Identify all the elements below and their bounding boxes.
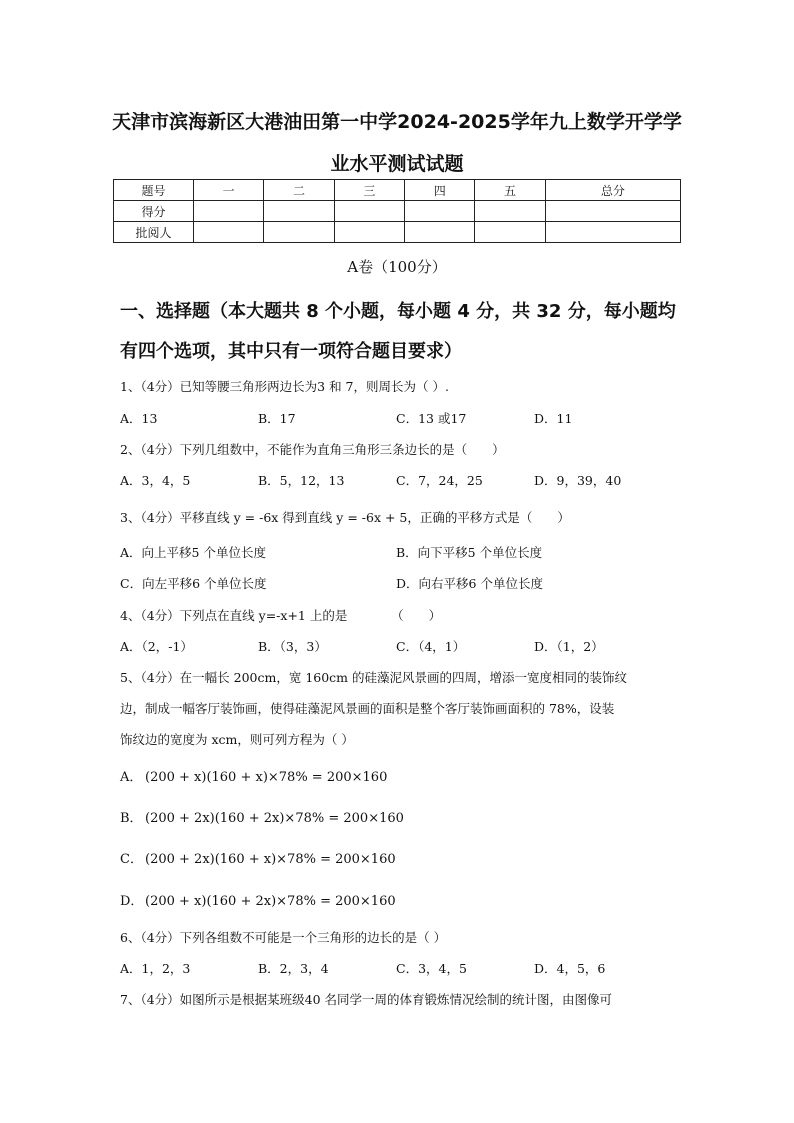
score-cell: [334, 201, 404, 222]
question-5-option-b: [120, 807, 404, 826]
question-5-stem-line3: 饰纹边的宽度为 xcm，则可列方程为（ ）: [120, 732, 354, 747]
volume-label: A卷（100分）: [347, 258, 447, 276]
question-1-option-c: C．13 或17: [396, 411, 467, 426]
score-cell: [194, 222, 264, 243]
option-label: B．: [120, 811, 143, 826]
question-5-option-d: [120, 890, 396, 909]
score-table: [113, 179, 681, 243]
question-4-stem: 4、（4分）下列点在直线 y=-x+1 上的是 （ ）: [120, 608, 442, 623]
score-table-header-cell: 二: [264, 180, 334, 201]
section-heading-line1: 一、选择题（本大题共 8 个小题，每小题 4 分，共 32 分，每小题均: [120, 301, 676, 322]
question-4-option-b: B．（3，3）: [258, 639, 327, 654]
question-6-option-c: C．3，4，5: [396, 961, 467, 976]
score-table-header-cell: 三: [334, 180, 404, 201]
score-cell: [545, 222, 680, 243]
question-6-option-d: D．4，5，6: [534, 961, 606, 976]
equation: (200 + 2x)(160 + x)×78% = 200×160: [145, 852, 396, 867]
question-4-option-c: C．（4，1）: [396, 639, 466, 654]
score-cell: [475, 201, 545, 222]
score-row-label: 得分: [114, 201, 194, 222]
question-2-option-b: B．5，12，13: [258, 473, 345, 488]
question-2-option-d: D．9，39，40: [534, 473, 622, 488]
question-4-option-a: A．（2，-1）: [120, 639, 193, 654]
question-3-option-c: C．向左平移6 个单位长度: [120, 576, 267, 591]
score-table-header-row: [114, 180, 681, 201]
equation: (200 + 2x)(160 + 2x)×78% = 200×160: [145, 811, 404, 826]
section-heading-line2: 有四个选项，其中只有一项符合题目要求）: [120, 341, 462, 362]
score-table-header-cell: 总分: [545, 180, 680, 201]
score-cell: [545, 201, 680, 222]
question-3-option-d: D．向右平移6 个单位长度: [396, 576, 543, 591]
question-1-option-a: A．13: [120, 411, 158, 426]
question-5-stem-line1: 5、（4分）在一幅长 200cm，宽 160cm 的硅藻泥风景画的四周，增添一宽度相同的装饰纹: [120, 670, 628, 685]
question-2-option-a: A．3，4，5: [120, 473, 191, 488]
question-1-option-d: D．11: [534, 411, 573, 426]
score-table-header-cell: 一: [194, 180, 264, 201]
question-7-stem: 7、（4分）如图所示是根据某班级40 名同学一周的体育锻炼情况绘制的统计图，由图像可: [120, 992, 613, 1007]
question-1-stem: 1、（4分）已知等腰三角形两边长为3 和 7，则周长为（ ）.: [120, 379, 449, 394]
question-3-option-b: B．向下平移5 个单位长度: [396, 545, 543, 560]
question-6-option-b: B．2，3，4: [258, 961, 329, 976]
question-2-option-c: C．7，24，25: [396, 473, 483, 488]
question-6-stem: 6、（4分）下列各组数不可能是一个三角形的边长的是（ ）: [120, 930, 447, 945]
score-row-label: 批阅人: [114, 222, 194, 243]
question-5-option-c: [120, 848, 396, 867]
exam-title-line1: 天津市滨海新区大港油田第一中学2024-2025学年九上数学开学学: [112, 111, 682, 133]
score-cell: [334, 222, 404, 243]
score-table-header-cell: 四: [405, 180, 475, 201]
option-label: D．: [120, 894, 144, 909]
score-cell: [405, 201, 475, 222]
question-3-stem: 3、（4分）平移直线 y = -6x 得到直线 y = -6x + 5，正确的平移方式是（ ）: [120, 510, 570, 525]
score-table-header-cell: 五: [475, 180, 545, 201]
score-table-row: [114, 201, 681, 222]
question-5-stem-line2: 边，制成一幅客厅装饰画，使得硅藻泥风景画的面积是整个客厅装饰画面积的 78%，设装: [120, 701, 615, 716]
option-label: C．: [120, 852, 143, 867]
question-2-stem: 2、（4分）下列几组数中，不能作为直角三角形三条边长的是（ ）: [120, 442, 505, 457]
question-4-option-d: D．（1，2）: [534, 639, 604, 654]
option-label: A．: [120, 770, 143, 785]
equation: (200 + x)(160 + 2x)×78% = 200×160: [145, 894, 396, 909]
score-cell: [475, 222, 545, 243]
equation: (200 + x)(160 + x)×78% = 200×160: [145, 770, 388, 785]
question-6-option-a: A．1，2，3: [120, 961, 191, 976]
score-cell: [264, 222, 334, 243]
question-1-option-b: B．17: [258, 411, 296, 426]
score-table-header-cell: 题号: [114, 180, 194, 201]
question-3-option-a: A．向上平移5 个单位长度: [120, 545, 266, 560]
question-5-option-a: [120, 766, 387, 785]
score-table-row: [114, 222, 681, 243]
score-cell: [405, 222, 475, 243]
exam-title-line2: 业水平测试试题: [330, 153, 464, 175]
score-cell: [194, 201, 264, 222]
score-cell: [264, 201, 334, 222]
